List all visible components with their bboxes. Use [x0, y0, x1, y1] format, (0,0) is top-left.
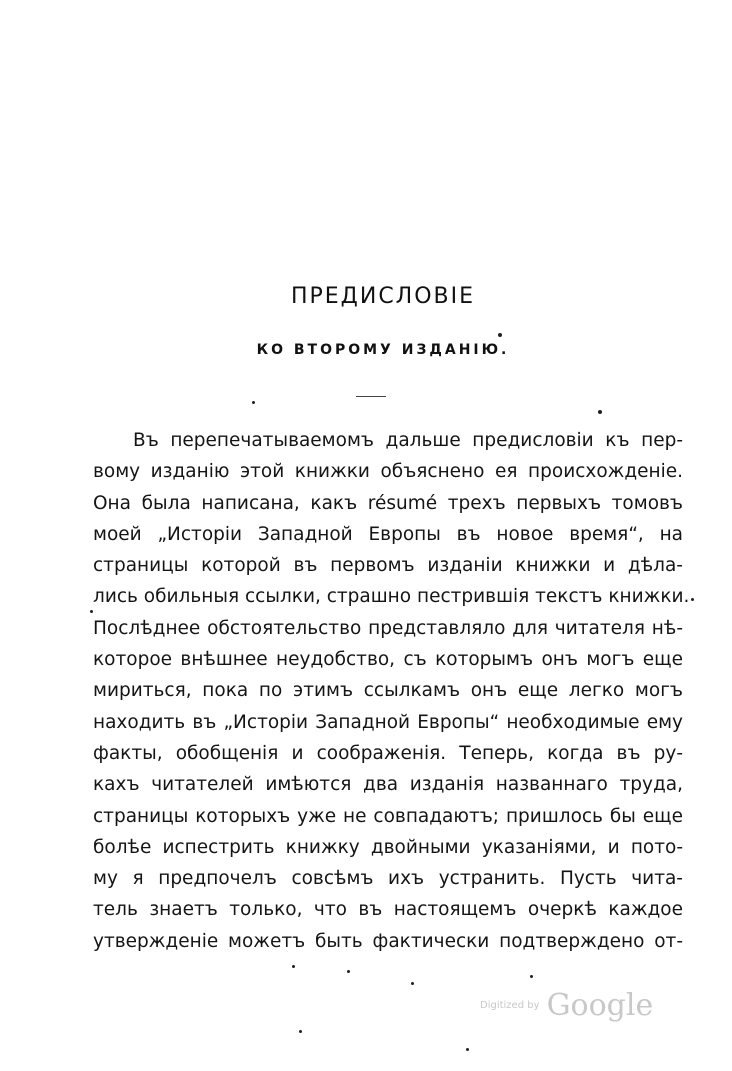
scan-speck	[299, 1030, 302, 1033]
scan-speck	[347, 970, 350, 973]
digitized-watermark	[480, 988, 653, 1023]
scan-speck	[691, 598, 694, 601]
text-line: му я предпочелъ совсѣмъ ихъ устранить. Пусть чита-	[93, 868, 683, 890]
scan-speck	[598, 410, 602, 414]
scan-speck	[466, 1048, 469, 1051]
page-title: ПРЕДИСЛОВІЕ	[290, 284, 476, 309]
text-line: кахъ читателей имѣются два изданія названнаго труда,	[93, 774, 683, 796]
text-line: болѣе испестрить книжку двойными указаніями, и пото-	[93, 836, 683, 858]
text-line: которое внѣшнее неудобство, съ которымъ онъ могъ еще	[93, 649, 683, 671]
text-line: факты, обобщенія и соображенія. Теперь, когда въ ру-	[93, 742, 683, 764]
text-line: Послѣднее обстоятельство представляло для читателя нѣ-	[93, 617, 683, 639]
preface-paragraph	[93, 425, 690, 957]
text-line: тель знаетъ только, что въ настоящемъ очеркѣ каждое	[93, 899, 683, 921]
text-line: утвержденіе можетъ быть фактически подтверждено от-	[93, 930, 683, 952]
google-logo: Google	[546, 988, 654, 1023]
text-line: мириться, пока по этимъ ссылкамъ онъ еще легко могъ	[93, 680, 683, 702]
text-line: моей „Исторіи Западной Европы въ новое время“, на	[93, 523, 683, 545]
page-subtitle: КО ВТОРОМУ ИЗДАНІЮ.	[256, 342, 510, 358]
text-line: страницы которой въ первомъ изданіи книжки и дѣла-	[93, 555, 683, 577]
text-line: вому изданію этой книжки объяснено ея происхожденіе.	[93, 461, 683, 483]
text-line: лись обильныя ссылки, страшно пестрившія текстъ книжки.	[93, 586, 690, 608]
text-line: Въ перепечатываемомъ дальше предисловіи къ пер-	[133, 430, 683, 451]
scan-speck	[530, 975, 533, 978]
scan-speck	[90, 610, 93, 613]
scan-speck	[411, 982, 414, 985]
text-line: находить въ „Исторіи Западной Европы“ необходимые ему	[93, 711, 683, 733]
section-divider	[356, 396, 386, 397]
text-line: Она была написана, какъ résumé трехъ первыхъ томовъ	[93, 492, 683, 514]
watermark-prefix: Digitized by	[480, 1000, 540, 1011]
scan-speck	[498, 333, 502, 337]
scan-speck	[292, 965, 295, 968]
text-line: страницы которыхъ уже не совпадаютъ; пришлось бы еще	[93, 805, 683, 827]
scan-speck	[252, 401, 255, 404]
